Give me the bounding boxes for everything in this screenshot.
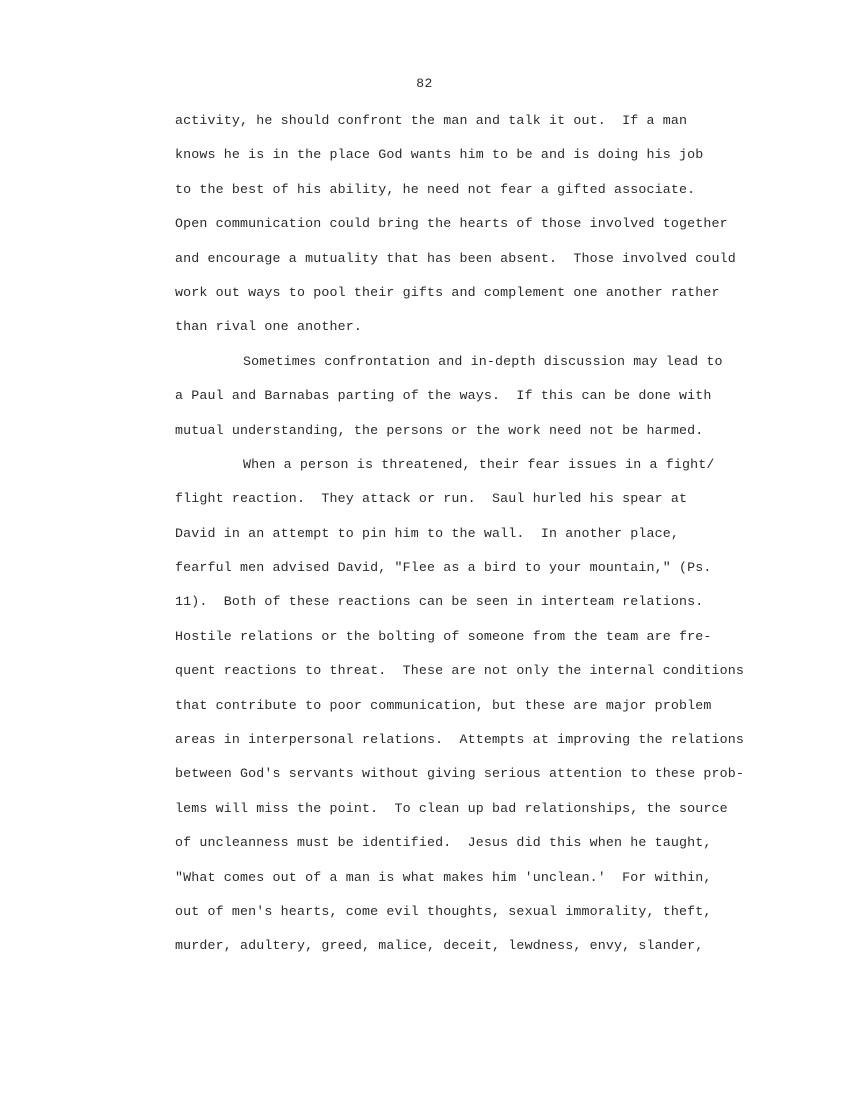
text-line: mutual understanding, the persons or the work need not be harmed. (175, 422, 704, 438)
text-line: areas in interpersonal relations. Attempts at improving the relations (175, 732, 745, 748)
text-line: than rival one another. (175, 319, 362, 335)
text-line: knows he is in the place God wants him to be and is doing his job (175, 147, 704, 163)
text-line: a Paul and Barnabas parting of the ways. If this can be done with (175, 388, 712, 404)
page-number: 82 (416, 76, 433, 91)
text-line: activity, he should confront the man and talk it out. If a man (175, 113, 688, 128)
text-line: between God's servants without giving serious attention to these prob- (175, 766, 745, 782)
text-line: to the best of his ability, he need not fear a gifted associate. (175, 181, 696, 197)
text-line: flight reaction. They attack or run. Saul hurled his spear at (175, 491, 688, 507)
text-line: that contribute to poor communication, but these are major problem (175, 697, 712, 713)
text-line: 11). Both of these reactions can be seen in interteam relations. (175, 594, 704, 610)
text-line: of uncleanness must be identified. Jesus did this when he taught, (175, 835, 712, 851)
text-line: Open communication could bring the hearts of those involved together (175, 216, 728, 232)
paragraph-start-line: When a person is threatened, their fear issues in a fight/ (243, 456, 715, 472)
text-line: "What comes out of a man is what makes him 'unclean.' For within, (175, 869, 712, 885)
text-line: David in an attempt to pin him to the wall. In another place, (175, 525, 680, 541)
body-text (175, 110, 815, 970)
text-line: fearful men advised David, "Flee as a bird to your mountain," (Ps. (175, 560, 712, 576)
text-line: murder, adultery, greed, malice, deceit, lewdness, envy, slander, (175, 938, 704, 954)
text-line: out of men's hearts, come evil thoughts, sexual immorality, theft, (175, 903, 712, 919)
text-line: quent reactions to threat. These are not only the internal conditions (175, 663, 745, 679)
text-line: work out ways to pool their gifts and complement one another rather (175, 284, 720, 300)
paragraph-start-line: Sometimes confrontation and in-depth discussion may lead to (243, 353, 723, 369)
text-line: lems will miss the point. To clean up bad relationships, the source (175, 800, 728, 816)
text-line: Hostile relations or the bolting of someone from the team are fre- (175, 628, 712, 644)
text-line: and encourage a mutuality that has been absent. Those involved could (175, 250, 736, 266)
